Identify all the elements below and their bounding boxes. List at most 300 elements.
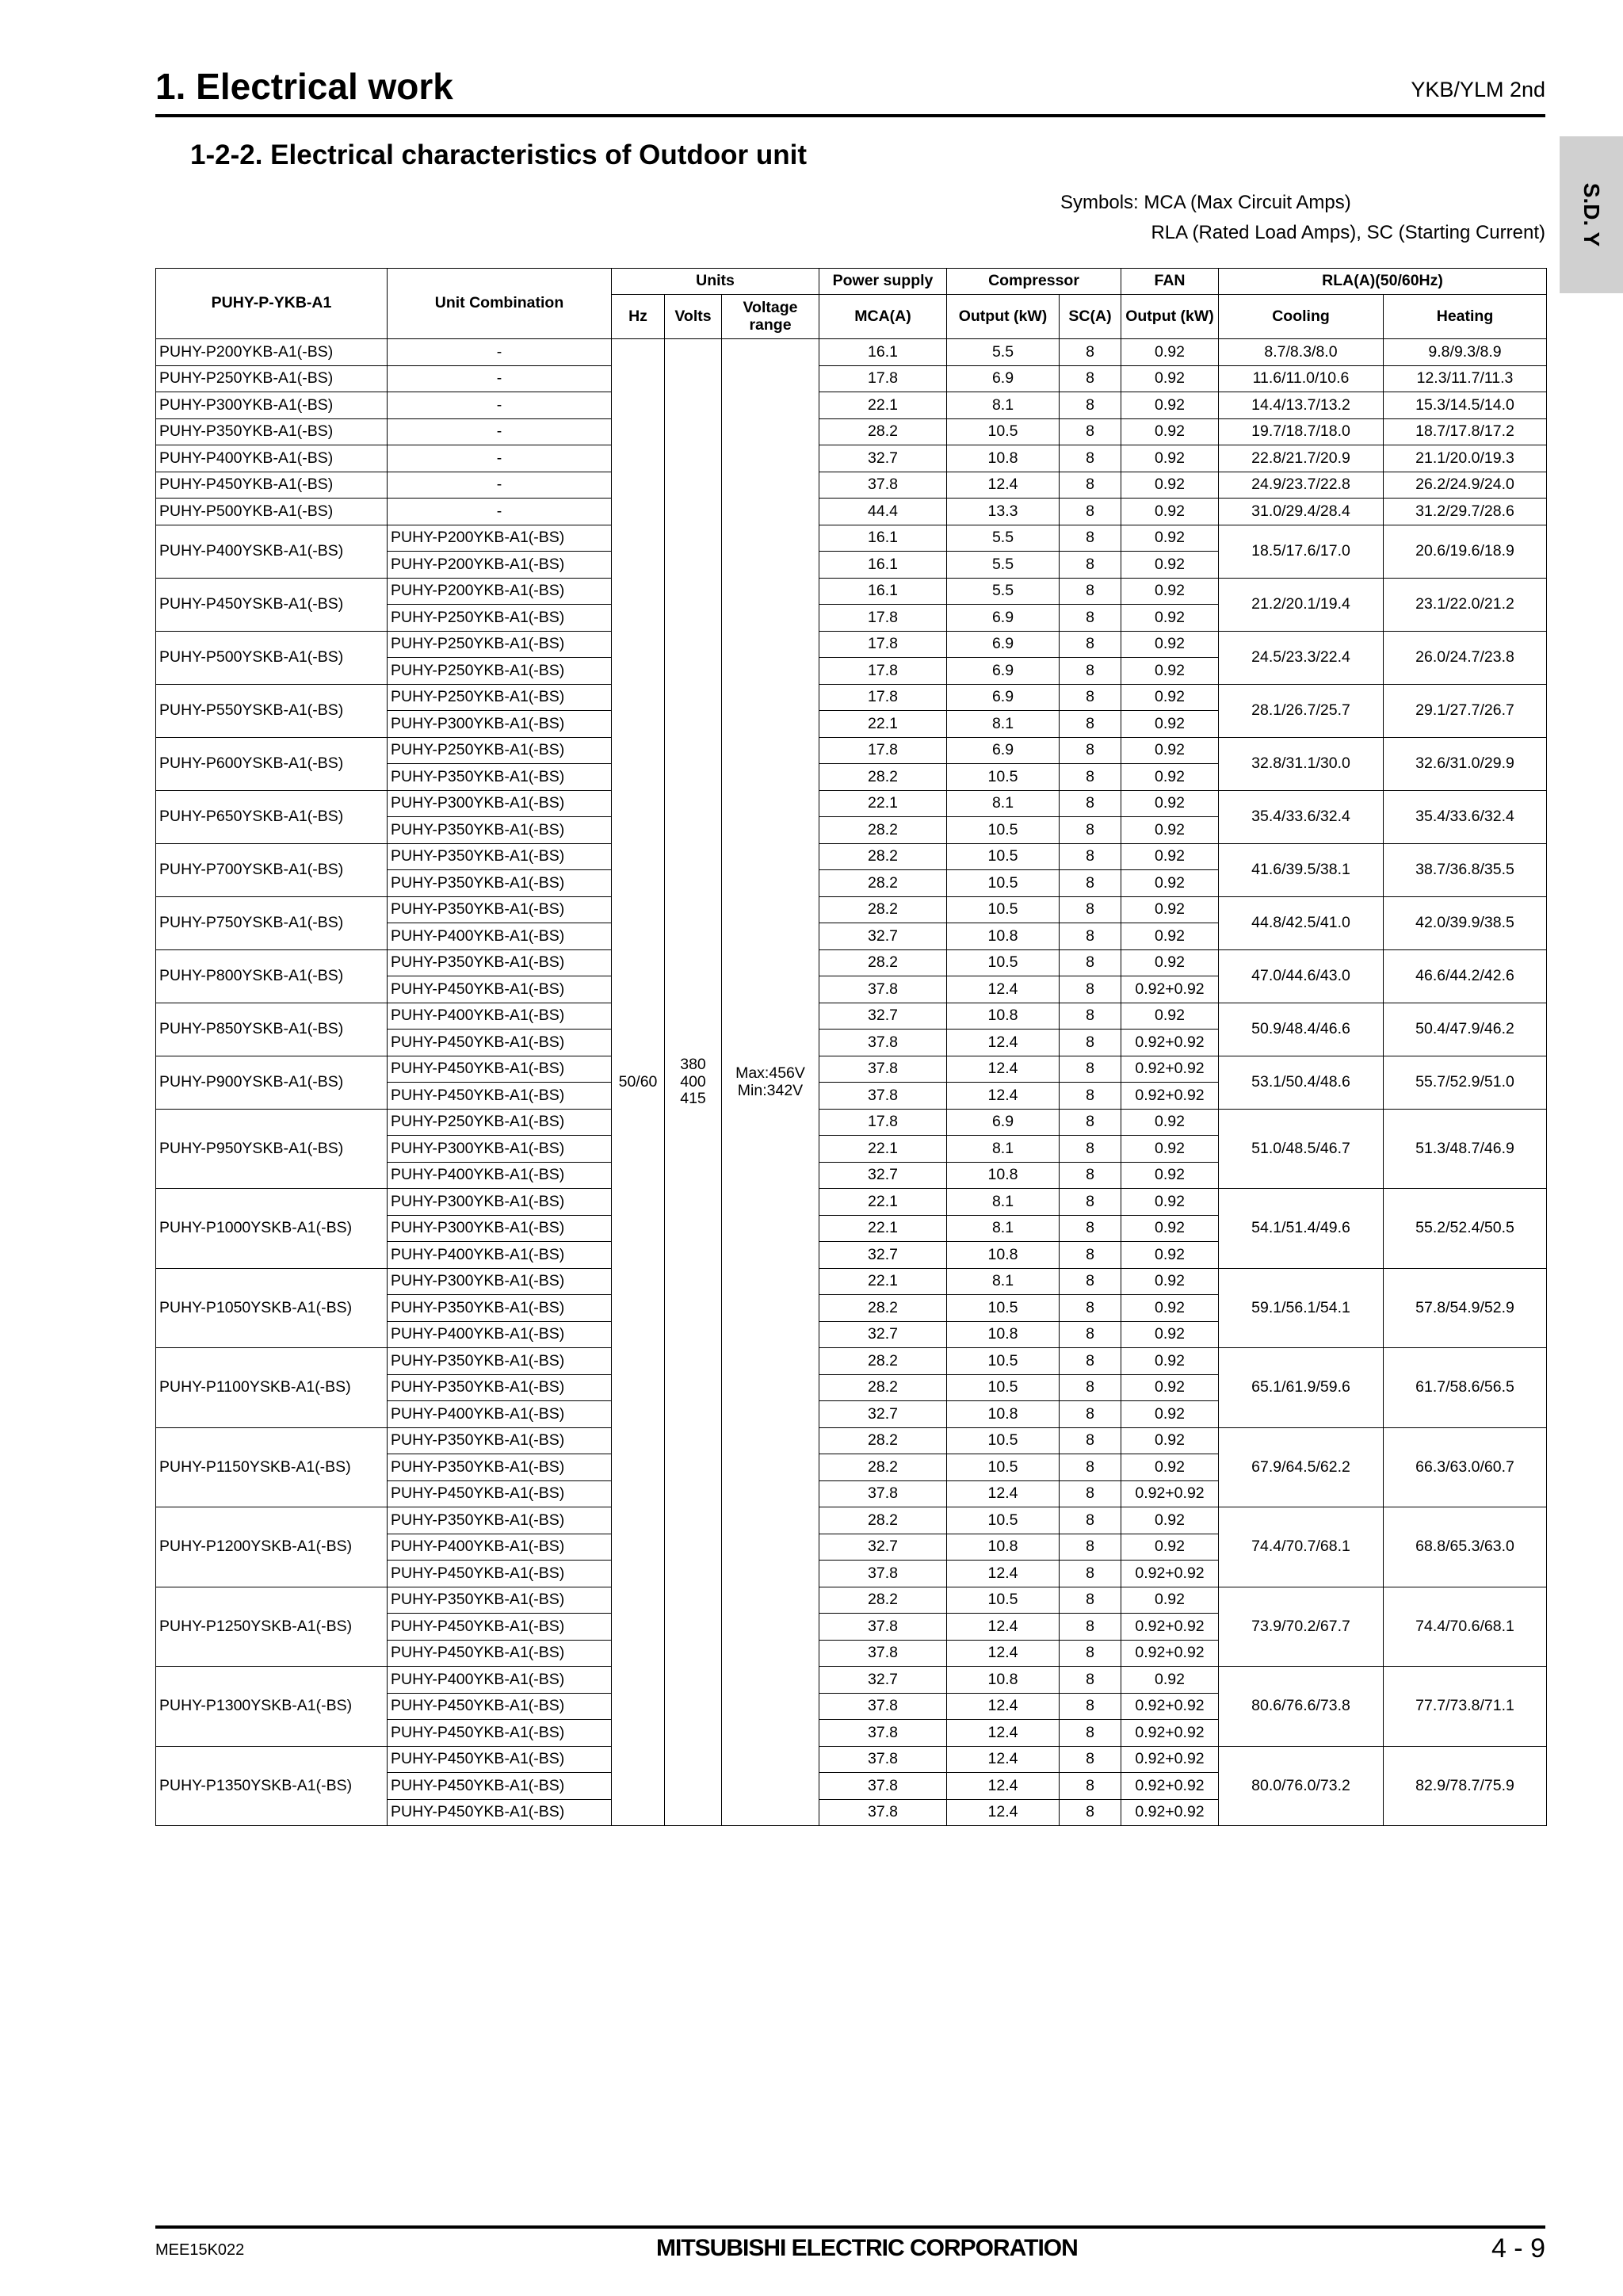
mca-cell: 17.8 (819, 365, 947, 392)
model-cell: PUHY-P450YKB-A1(-BS) (156, 472, 388, 499)
voltage-range-value: Max:456V (735, 1064, 805, 1083)
document-code: MEE15K022 (155, 2241, 245, 2259)
unit-combination-cell: PUHY-P400YKB-A1(-BS) (388, 1242, 612, 1269)
unit-combination-cell: - (388, 365, 612, 392)
table-row (156, 1109, 1547, 1136)
model-series-label: YKB/YLM 2nd (1411, 78, 1545, 101)
sc-cell: 8 (1060, 1083, 1121, 1110)
fan-output-cell: 0.92 (1121, 1268, 1219, 1295)
fan-output-cell: 0.92 (1121, 1401, 1219, 1428)
compressor-output-cell: 10.5 (947, 764, 1060, 791)
model-cell: PUHY-P350YKB-A1(-BS) (156, 418, 388, 445)
rla-cooling-cell: 14.4/13.7/13.2 (1219, 392, 1384, 419)
rla-cooling-cell: 80.0/76.0/73.2 (1219, 1746, 1384, 1826)
mca-cell: 37.8 (819, 1799, 947, 1826)
mca-cell: 28.2 (819, 1374, 947, 1401)
sc-cell: 8 (1060, 525, 1121, 552)
sc-cell: 8 (1060, 1242, 1121, 1269)
table-row (156, 1746, 1547, 1773)
rla-cooling-cell: 22.8/21.7/20.9 (1219, 445, 1384, 472)
compressor-output-cell: 10.5 (947, 1587, 1060, 1614)
sc-cell: 8 (1060, 684, 1121, 711)
header-cooling: Cooling (1219, 295, 1384, 339)
mca-cell: 28.2 (819, 870, 947, 897)
model-cell: PUHY-P950YSKB-A1(-BS) (156, 1109, 388, 1189)
model-cell: PUHY-P450YSKB-A1(-BS) (156, 578, 388, 631)
compressor-output-cell: 10.8 (947, 1534, 1060, 1561)
unit-combination-cell: PUHY-P350YKB-A1(-BS) (388, 1374, 612, 1401)
rla-heating-cell: 29.1/27.7/26.7 (1384, 684, 1547, 737)
fan-output-cell: 0.92 (1121, 817, 1219, 844)
unit-combination-cell: PUHY-P350YKB-A1(-BS) (388, 1507, 612, 1534)
unit-combination-cell: PUHY-P450YKB-A1(-BS) (388, 1773, 612, 1800)
mca-cell: 37.8 (819, 1720, 947, 1747)
header-compressor: Compressor (947, 269, 1121, 295)
compressor-output-cell: 6.9 (947, 605, 1060, 632)
mca-cell: 37.8 (819, 1640, 947, 1667)
sc-cell: 8 (1060, 658, 1121, 685)
rla-cooling-cell: 67.9/64.5/62.2 (1219, 1427, 1384, 1507)
compressor-output-cell: 12.4 (947, 472, 1060, 499)
mca-cell: 28.2 (819, 1507, 947, 1534)
sc-cell: 8 (1060, 1056, 1121, 1083)
header-compressor-output: Output (kW) (947, 295, 1060, 339)
symbols-line-2: RLA (Rated Load Amps), SC (Starting Current) (1151, 222, 1545, 243)
fan-output-cell: 0.92 (1121, 1454, 1219, 1481)
mca-cell: 22.1 (819, 1268, 947, 1295)
sc-cell: 8 (1060, 923, 1121, 950)
fan-output-cell: 0.92 (1121, 1348, 1219, 1375)
unit-combination-cell: - (388, 472, 612, 499)
model-cell: PUHY-P650YSKB-A1(-BS) (156, 790, 388, 843)
sc-cell: 8 (1060, 976, 1121, 1003)
compressor-output-cell: 10.5 (947, 949, 1060, 976)
sc-cell: 8 (1060, 1109, 1121, 1136)
mca-cell: 44.4 (819, 499, 947, 525)
rla-heating-cell: 35.4/33.6/32.4 (1384, 790, 1547, 843)
unit-combination-cell: PUHY-P400YKB-A1(-BS) (388, 1401, 612, 1428)
fan-output-cell: 0.92 (1121, 339, 1219, 366)
fan-output-cell: 0.92 (1121, 1667, 1219, 1694)
fan-output-cell: 0.92 (1121, 1321, 1219, 1348)
compressor-output-cell: 8.1 (947, 711, 1060, 738)
header-model: PUHY-P-YKB-A1 (156, 269, 388, 339)
fan-output-cell: 0.92 (1121, 923, 1219, 950)
model-cell: PUHY-P1350YSKB-A1(-BS) (156, 1746, 388, 1826)
sc-cell: 8 (1060, 1667, 1121, 1694)
model-cell: PUHY-P750YSKB-A1(-BS) (156, 896, 388, 949)
compressor-output-cell: 10.5 (947, 1507, 1060, 1534)
mca-cell: 28.2 (819, 764, 947, 791)
fan-output-cell: 0.92 (1121, 843, 1219, 870)
table-row (156, 499, 1547, 525)
fan-output-cell: 0.92 (1121, 392, 1219, 419)
rla-cooling-cell: 8.7/8.3/8.0 (1219, 339, 1384, 366)
compressor-output-cell: 12.4 (947, 1799, 1060, 1826)
unit-combination-cell: PUHY-P250YKB-A1(-BS) (388, 1109, 612, 1136)
fan-output-cell: 0.92 (1121, 1215, 1219, 1242)
unit-combination-cell: PUHY-P400YKB-A1(-BS) (388, 1667, 612, 1694)
unit-combination-cell: PUHY-P350YKB-A1(-BS) (388, 896, 612, 923)
fan-output-cell: 0.92 (1121, 472, 1219, 499)
mca-cell: 32.7 (819, 1534, 947, 1561)
table-row (156, 631, 1547, 658)
rla-heating-cell: 68.8/65.3/63.0 (1384, 1507, 1547, 1587)
mca-cell: 28.2 (819, 1427, 947, 1454)
table-row (156, 339, 1547, 366)
rla-cooling-cell: 50.9/48.4/46.6 (1219, 1003, 1384, 1056)
header-fan-output: Output (kW) (1121, 295, 1219, 339)
mca-cell: 37.8 (819, 1480, 947, 1507)
mca-cell: 22.1 (819, 790, 947, 817)
model-cell: PUHY-P500YKB-A1(-BS) (156, 499, 388, 525)
model-cell: PUHY-P1200YSKB-A1(-BS) (156, 1507, 388, 1587)
rla-heating-cell: 46.6/44.2/42.6 (1384, 949, 1547, 1003)
sc-cell: 8 (1060, 1030, 1121, 1056)
fan-output-cell: 0.92+0.92 (1121, 1561, 1219, 1587)
fan-output-cell: 0.92 (1121, 870, 1219, 897)
mca-cell: 16.1 (819, 525, 947, 552)
header-rule (155, 114, 1545, 117)
rla-heating-cell: 55.2/52.4/50.5 (1384, 1189, 1547, 1269)
rla-heating-cell: 55.7/52.9/51.0 (1384, 1056, 1547, 1109)
unit-combination-cell: PUHY-P350YKB-A1(-BS) (388, 1587, 612, 1614)
table-row (156, 843, 1547, 870)
unit-combination-cell: PUHY-P250YKB-A1(-BS) (388, 658, 612, 685)
unit-combination-cell: PUHY-P450YKB-A1(-BS) (388, 1480, 612, 1507)
unit-combination-cell: PUHY-P200YKB-A1(-BS) (388, 525, 612, 552)
sc-cell: 8 (1060, 631, 1121, 658)
compressor-output-cell: 5.5 (947, 525, 1060, 552)
sc-cell: 8 (1060, 392, 1121, 419)
compressor-output-cell: 6.9 (947, 631, 1060, 658)
unit-combination-cell: PUHY-P400YKB-A1(-BS) (388, 1003, 612, 1030)
table-row (156, 445, 1547, 472)
table-row (156, 578, 1547, 605)
mca-cell: 32.7 (819, 1242, 947, 1269)
footer-rule (155, 2225, 1545, 2229)
volts-value: 400 (680, 1072, 706, 1091)
voltage-range-cell (722, 339, 819, 1826)
sc-cell: 8 (1060, 418, 1121, 445)
mca-cell: 17.8 (819, 658, 947, 685)
hz-cell: 50/60 (612, 339, 665, 1826)
compressor-output-cell: 12.4 (947, 1720, 1060, 1747)
sc-cell: 8 (1060, 1215, 1121, 1242)
mca-cell: 32.7 (819, 1321, 947, 1348)
sc-cell: 8 (1060, 817, 1121, 844)
rla-cooling-cell: 51.0/48.5/46.7 (1219, 1109, 1384, 1189)
compressor-output-cell: 8.1 (947, 1268, 1060, 1295)
mca-cell: 32.7 (819, 1162, 947, 1189)
rla-cooling-cell: 65.1/61.9/59.6 (1219, 1348, 1384, 1428)
fan-output-cell: 0.92 (1121, 552, 1219, 579)
unit-combination-cell: PUHY-P300YKB-A1(-BS) (388, 711, 612, 738)
fan-output-cell: 0.92 (1121, 764, 1219, 791)
unit-combination-cell: PUHY-P450YKB-A1(-BS) (388, 1614, 612, 1641)
rla-heating-cell: 61.7/58.6/56.5 (1384, 1348, 1547, 1428)
sc-cell: 8 (1060, 1534, 1121, 1561)
unit-combination-cell: PUHY-P250YKB-A1(-BS) (388, 684, 612, 711)
compressor-output-cell: 10.8 (947, 1162, 1060, 1189)
compressor-output-cell: 10.5 (947, 418, 1060, 445)
compressor-output-cell: 10.8 (947, 445, 1060, 472)
unit-combination-cell: PUHY-P400YKB-A1(-BS) (388, 923, 612, 950)
model-cell: PUHY-P250YKB-A1(-BS) (156, 365, 388, 392)
sc-cell: 8 (1060, 1746, 1121, 1773)
rla-heating-cell: 21.1/20.0/19.3 (1384, 445, 1547, 472)
mca-cell: 37.8 (819, 1746, 947, 1773)
electrical-characteristics-table (155, 268, 1547, 1826)
compressor-output-cell: 6.9 (947, 684, 1060, 711)
sc-cell: 8 (1060, 552, 1121, 579)
rla-heating-cell: 23.1/22.0/21.2 (1384, 578, 1547, 631)
mca-cell: 22.1 (819, 1189, 947, 1216)
unit-combination-cell: PUHY-P300YKB-A1(-BS) (388, 1189, 612, 1216)
mca-cell: 17.8 (819, 1109, 947, 1136)
fan-output-cell: 0.92 (1121, 790, 1219, 817)
compressor-output-cell: 10.5 (947, 1374, 1060, 1401)
sc-cell: 8 (1060, 365, 1121, 392)
model-cell: PUHY-P600YSKB-A1(-BS) (156, 737, 388, 790)
page-number: 4 - 9 (1491, 2233, 1545, 2264)
sc-cell: 8 (1060, 949, 1121, 976)
fan-output-cell: 0.92 (1121, 1189, 1219, 1216)
rla-heating-cell: 50.4/47.9/46.2 (1384, 1003, 1547, 1056)
compressor-output-cell: 12.4 (947, 1056, 1060, 1083)
fan-output-cell: 0.92 (1121, 711, 1219, 738)
table-row (156, 1427, 1547, 1454)
sc-cell: 8 (1060, 1401, 1121, 1428)
compressor-output-cell: 5.5 (947, 578, 1060, 605)
rla-cooling-cell: 59.1/56.1/54.1 (1219, 1268, 1384, 1348)
unit-combination-cell: PUHY-P300YKB-A1(-BS) (388, 1215, 612, 1242)
model-cell: PUHY-P1250YSKB-A1(-BS) (156, 1587, 388, 1667)
fan-output-cell: 0.92 (1121, 1109, 1219, 1136)
model-cell: PUHY-P850YSKB-A1(-BS) (156, 1003, 388, 1056)
fan-output-cell: 0.92+0.92 (1121, 976, 1219, 1003)
sc-cell: 8 (1060, 1693, 1121, 1720)
unit-combination-cell: - (388, 392, 612, 419)
rla-cooling-cell: 32.8/31.1/30.0 (1219, 737, 1384, 790)
mca-cell: 28.2 (819, 1295, 947, 1322)
compressor-output-cell: 13.3 (947, 499, 1060, 525)
fan-output-cell: 0.92 (1121, 499, 1219, 525)
mca-cell: 28.2 (819, 418, 947, 445)
rla-cooling-cell: 47.0/44.6/43.0 (1219, 949, 1384, 1003)
unit-combination-cell: PUHY-P400YKB-A1(-BS) (388, 1162, 612, 1189)
mca-cell: 32.7 (819, 923, 947, 950)
fan-output-cell: 0.92 (1121, 1374, 1219, 1401)
unit-combination-cell: - (388, 418, 612, 445)
compressor-output-cell: 10.8 (947, 1667, 1060, 1694)
sc-cell: 8 (1060, 445, 1121, 472)
rla-heating-cell: 12.3/11.7/11.3 (1384, 365, 1547, 392)
mca-cell: 22.1 (819, 1136, 947, 1163)
model-cell: PUHY-P400YSKB-A1(-BS) (156, 525, 388, 578)
compressor-output-cell: 6.9 (947, 1109, 1060, 1136)
fan-output-cell: 0.92 (1121, 1427, 1219, 1454)
fan-output-cell: 0.92 (1121, 1242, 1219, 1269)
fan-output-cell: 0.92 (1121, 1507, 1219, 1534)
sc-cell: 8 (1060, 1614, 1121, 1641)
sc-cell: 8 (1060, 1507, 1121, 1534)
symbols-line-1: Symbols: MCA (Max Circuit Amps) (1060, 192, 1351, 213)
compressor-output-cell: 10.8 (947, 1242, 1060, 1269)
unit-combination-cell: PUHY-P450YKB-A1(-BS) (388, 1720, 612, 1747)
table-row (156, 1056, 1547, 1083)
unit-combination-cell: PUHY-P350YKB-A1(-BS) (388, 843, 612, 870)
sc-cell: 8 (1060, 472, 1121, 499)
fan-output-cell: 0.92 (1121, 418, 1219, 445)
table-row (156, 1189, 1547, 1216)
model-cell: PUHY-P500YSKB-A1(-BS) (156, 631, 388, 684)
mca-cell: 17.8 (819, 605, 947, 632)
rla-heating-cell: 20.6/19.6/18.9 (1384, 525, 1547, 578)
model-cell: PUHY-P700YSKB-A1(-BS) (156, 843, 388, 896)
model-cell: PUHY-P1100YSKB-A1(-BS) (156, 1348, 388, 1428)
unit-combination-cell: PUHY-P450YKB-A1(-BS) (388, 1030, 612, 1056)
unit-combination-cell: PUHY-P400YKB-A1(-BS) (388, 1534, 612, 1561)
model-cell: PUHY-P1000YSKB-A1(-BS) (156, 1189, 388, 1269)
compressor-output-cell: 8.1 (947, 1189, 1060, 1216)
sc-cell: 8 (1060, 1189, 1121, 1216)
sc-cell: 8 (1060, 1136, 1121, 1163)
mca-cell: 16.1 (819, 339, 947, 366)
rla-heating-cell: 26.2/24.9/24.0 (1384, 472, 1547, 499)
fan-output-cell: 0.92 (1121, 949, 1219, 976)
compressor-output-cell: 6.9 (947, 365, 1060, 392)
section-title: 1-2-2. Electrical characteristics of Outdoor unit (190, 139, 807, 170)
compressor-output-cell: 12.4 (947, 1614, 1060, 1641)
sc-cell: 8 (1060, 1454, 1121, 1481)
unit-combination-cell: PUHY-P300YKB-A1(-BS) (388, 790, 612, 817)
rla-heating-cell: 77.7/73.8/71.1 (1384, 1667, 1547, 1747)
sc-cell: 8 (1060, 1348, 1121, 1375)
compressor-output-cell: 8.1 (947, 392, 1060, 419)
compressor-output-cell: 10.5 (947, 843, 1060, 870)
mca-cell: 37.8 (819, 1056, 947, 1083)
sc-cell: 8 (1060, 1295, 1121, 1322)
rla-cooling-cell: 24.5/23.3/22.4 (1219, 631, 1384, 684)
mca-cell: 37.8 (819, 1693, 947, 1720)
mca-cell: 22.1 (819, 711, 947, 738)
header-hz: Hz (612, 295, 665, 339)
fan-output-cell: 0.92+0.92 (1121, 1640, 1219, 1667)
fan-output-cell: 0.92 (1121, 445, 1219, 472)
unit-combination-cell: PUHY-P350YKB-A1(-BS) (388, 764, 612, 791)
unit-combination-cell: PUHY-P450YKB-A1(-BS) (388, 1056, 612, 1083)
mca-cell: 32.7 (819, 1401, 947, 1428)
rla-cooling-cell: 54.1/51.4/49.6 (1219, 1189, 1384, 1269)
unit-combination-cell: PUHY-P300YKB-A1(-BS) (388, 1136, 612, 1163)
sc-cell: 8 (1060, 1640, 1121, 1667)
mca-cell: 37.8 (819, 1614, 947, 1641)
sc-cell: 8 (1060, 790, 1121, 817)
fan-output-cell: 0.92 (1121, 1534, 1219, 1561)
mca-cell: 37.8 (819, 976, 947, 1003)
unit-combination-cell: - (388, 339, 612, 366)
mca-cell: 28.2 (819, 949, 947, 976)
rla-heating-cell: 9.8/9.3/8.9 (1384, 339, 1547, 366)
compressor-output-cell: 12.4 (947, 1030, 1060, 1056)
compressor-output-cell: 12.4 (947, 1773, 1060, 1800)
fan-output-cell: 0.92 (1121, 896, 1219, 923)
fan-output-cell: 0.92+0.92 (1121, 1480, 1219, 1507)
model-cell: PUHY-P800YSKB-A1(-BS) (156, 949, 388, 1003)
mca-cell: 16.1 (819, 552, 947, 579)
fan-output-cell: 0.92+0.92 (1121, 1799, 1219, 1826)
sc-cell: 8 (1060, 578, 1121, 605)
fan-output-cell: 0.92+0.92 (1121, 1720, 1219, 1747)
model-cell: PUHY-P900YSKB-A1(-BS) (156, 1056, 388, 1109)
volts-value: 380 (680, 1056, 706, 1074)
fan-output-cell: 0.92 (1121, 658, 1219, 685)
compressor-output-cell: 12.4 (947, 1083, 1060, 1110)
compressor-output-cell: 10.8 (947, 1321, 1060, 1348)
fan-output-cell: 0.92+0.92 (1121, 1693, 1219, 1720)
fan-output-cell: 0.92 (1121, 737, 1219, 764)
compressor-output-cell: 10.5 (947, 1454, 1060, 1481)
header-fan: FAN (1121, 269, 1219, 295)
mca-cell: 28.2 (819, 1587, 947, 1614)
compressor-output-cell: 10.8 (947, 1401, 1060, 1428)
header-voltage-range: Voltage range (722, 295, 819, 339)
table-body (156, 339, 1547, 1826)
header-sc: SC(A) (1060, 295, 1121, 339)
unit-combination-cell: PUHY-P450YKB-A1(-BS) (388, 1561, 612, 1587)
header-units: Units (612, 269, 819, 295)
sc-cell: 8 (1060, 1427, 1121, 1454)
header-power-supply: Power supply (819, 269, 947, 295)
unit-combination-cell: PUHY-P250YKB-A1(-BS) (388, 631, 612, 658)
compressor-output-cell: 8.1 (947, 790, 1060, 817)
sc-cell: 8 (1060, 1268, 1121, 1295)
header-volts: Volts (665, 295, 722, 339)
fan-output-cell: 0.92+0.92 (1121, 1614, 1219, 1641)
fan-output-cell: 0.92 (1121, 631, 1219, 658)
rla-cooling-cell: 28.1/26.7/25.7 (1219, 684, 1384, 737)
side-tab-label: S.D. Y (1579, 182, 1604, 247)
unit-combination-cell: PUHY-P200YKB-A1(-BS) (388, 552, 612, 579)
fan-output-cell: 0.92+0.92 (1121, 1056, 1219, 1083)
mca-cell: 16.1 (819, 578, 947, 605)
rla-heating-cell: 26.0/24.7/23.8 (1384, 631, 1547, 684)
mca-cell: 28.2 (819, 817, 947, 844)
rla-heating-cell: 18.7/17.8/17.2 (1384, 418, 1547, 445)
rla-heating-cell: 74.4/70.6/68.1 (1384, 1587, 1547, 1667)
side-index-tab[interactable] (1560, 136, 1623, 293)
volts-value: 415 (680, 1090, 706, 1108)
voltage-range-value: Min:342V (737, 1081, 804, 1099)
header-mca: MCA(A) (819, 295, 947, 339)
sc-cell: 8 (1060, 870, 1121, 897)
compressor-output-cell: 5.5 (947, 339, 1060, 366)
rla-cooling-cell: 53.1/50.4/48.6 (1219, 1056, 1384, 1109)
fan-output-cell: 0.92 (1121, 684, 1219, 711)
unit-combination-cell: PUHY-P250YKB-A1(-BS) (388, 605, 612, 632)
fan-output-cell: 0.92 (1121, 365, 1219, 392)
sc-cell: 8 (1060, 711, 1121, 738)
rla-heating-cell: 82.9/78.7/75.9 (1384, 1746, 1547, 1826)
model-cell: PUHY-P1050YSKB-A1(-BS) (156, 1268, 388, 1348)
mca-cell: 37.8 (819, 472, 947, 499)
unit-combination-cell: - (388, 445, 612, 472)
mca-cell: 22.1 (819, 392, 947, 419)
rla-cooling-cell: 19.7/18.7/18.0 (1219, 418, 1384, 445)
sc-cell: 8 (1060, 1799, 1121, 1826)
compressor-output-cell: 12.4 (947, 1480, 1060, 1507)
